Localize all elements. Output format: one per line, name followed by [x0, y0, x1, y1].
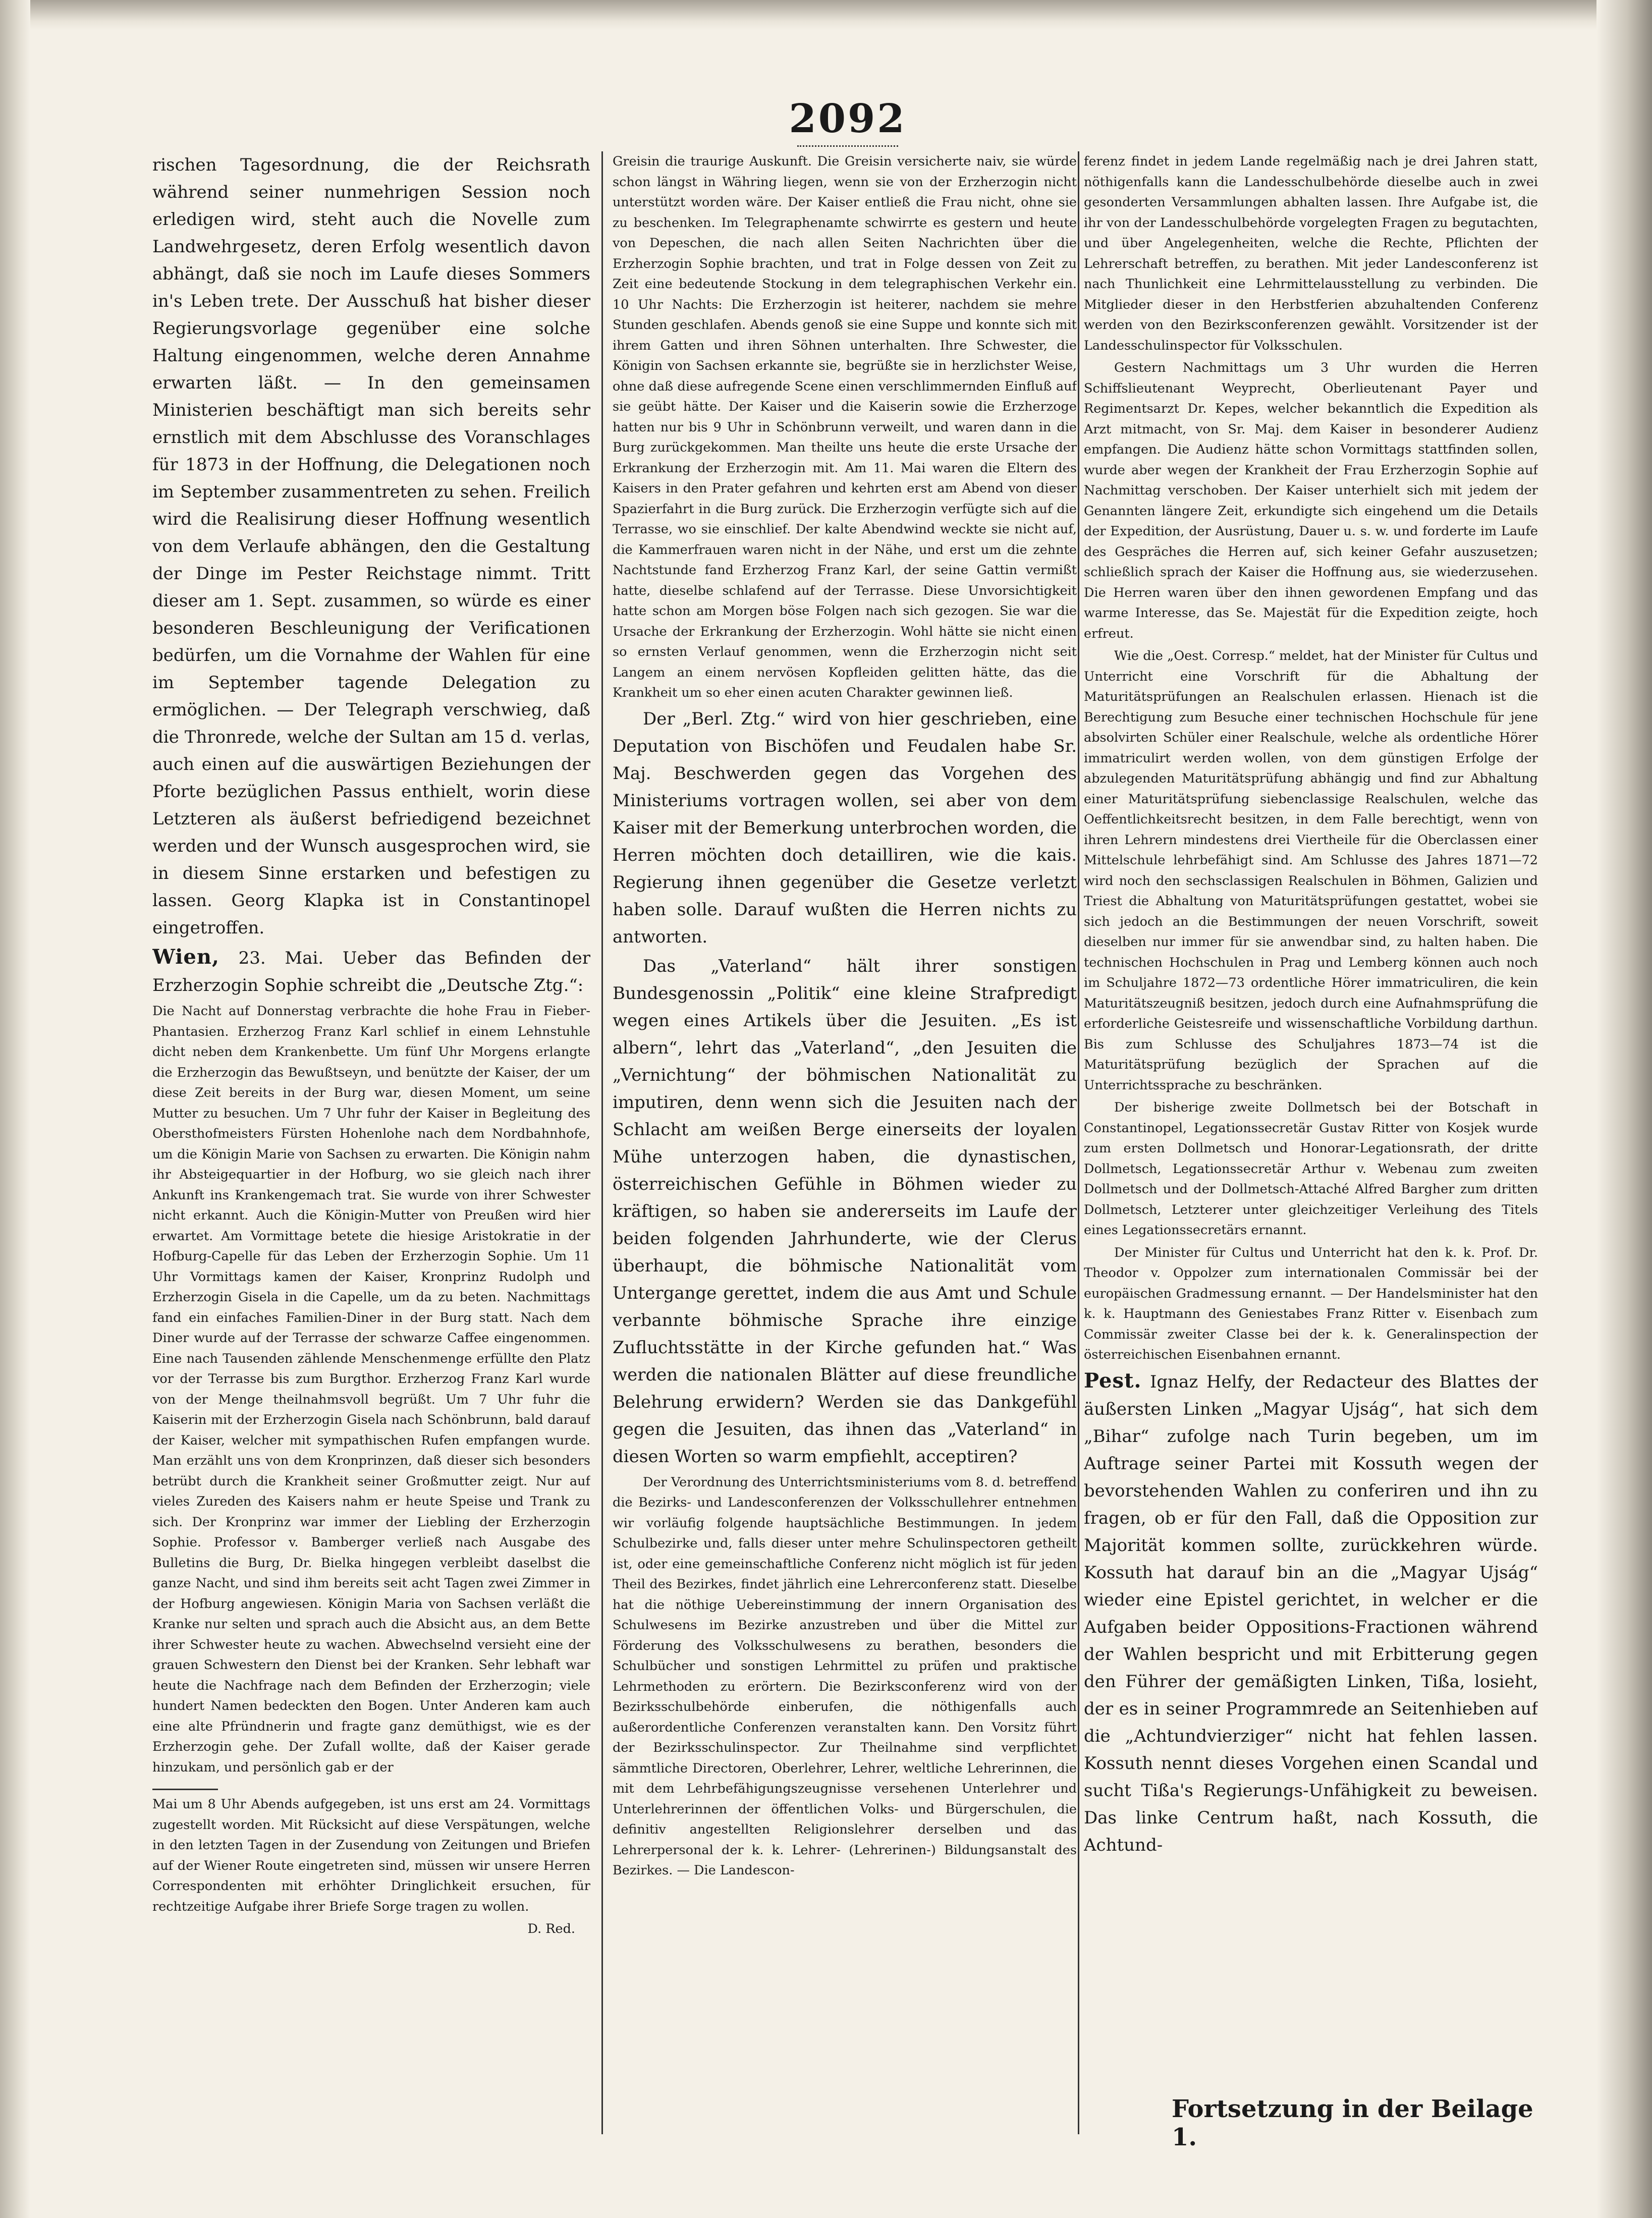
col3-paragraph-5: Der Minister für Cultus und Unterricht hat den k. k. Prof. Dr. Theodor v. Oppolzer zum internationalen Commissär bei der europäischen Gradmessung ernannt. — Der Handelsminister hat den k. k. Hauptmann des Geniestabes Franz Ritter v. Eisenbach zum Commissär zweiter Classe bei der k. k. Generalinspection der österreichischen Eisenbahnen ernannt. [1084, 1245, 1538, 1362]
col3-paragraph-4: Der bisherige zweite Dollmetsch bei der Botschaft in Constantinopel, Legationssecretär Gustav Ritter von Kosjek wurde zum ersten Dollmetsch und Honorar-Legationsrath, der dritte Dollmetsch, Legationssecretär Arthur v. Webenau zum zweiten Dollmetsch und der Dollmetsch-Attaché Alfred Bargher zum dritten Dollmetsch, Letzterer unter gleichzeitiger Verleihung des Titels eines Legationssecretärs ernannt. [1084, 1100, 1538, 1238]
page-number-ornament [797, 142, 898, 147]
col2-paragraph-4: Der Verordnung des Unterrichtsministeriums vom 8. d. betreffend die Bezirks- und Landesconferenzen der Volksschullehrer entnehmen wir vorläufig folgende hauptsächliche Bestimmungen. In jedem Schulbezirke und, falls dieser unter mehre Schulinspectoren getheilt ist, oder eine gemeinschaftliche Conferenz nicht möglich ist für jeden Theil des Bezirkes, findet jährlich eine Lehrerconferenz statt. Dieselbe hat die nöthige Uebereinstimmung der innern Organisation des Schulwesens im Bezirke anzustreben und über die Mittel zur Förderung des Volksschulwesens zu berathen, besonders die Schulbücher und sonstigen Lehrmittel zu prüfen und praktische Lehrmethoden zu erörtern. Die Bezirksconferenz wird von der Bezirksschulbehörde einberufen, die nöthigenfalls auch außerordentliche Conferenzen veranstalten kann. Den Vorsitz führt der Bezirksschulinspector. Zur Theilnahme sind verpflichtet sämmtliche Directoren, Oberlehrer, Lehrer, weltliche Lehrerinnen, die mit dem Lehrbefähigungszeugnisse versehenen Unterlehrer und Unterlehrerinnen der öffentlichen Volks- und Bürgerschulen, die definitiv angestellten Religionslehrer derselben und das Lehrerpersonal der k. k. Lehrer- (Lehrerinen-) Bildungsanstalt des Bezirkes. — Die Landescon- [613, 1474, 1077, 1878]
col1-paragraph-wien [152, 944, 590, 999]
col3-paragraph-pest [1084, 1367, 1538, 1859]
column-2 [613, 151, 1077, 2134]
column-divider-1 [601, 151, 603, 2134]
page-number: 2092 [789, 96, 907, 142]
col1-footnote-signature: D. Red. [527, 1921, 575, 1936]
col2-paragraph-3: Das „Vaterland“ hält ihrer sonstigen Bundesgenossin „Politik“ eine kleine Strafpredigt wegen eines Artikels über die Jesuiten. „Es ist albern“, lehrt das „Vaterland“, „den Jesuiten die „Vernichtung“ der böhmischen Nationalität zu imputiren, denn wenn sich die Jesuiten nach der Schlacht am weißen Berge einerseits der loyalen Mühe unterzogen haben, die dynastischen, österreichischen Gefühle in Böhmen wieder zu kräftigen, so haben sie andererseits im Laufe der beiden folgenden Jahrhunderte, wie der Clerus überhaupt, die böhmische Nationalität vom Untergange gerettet, indem die aus Amt und Schule verbannte böhmische Sprache ihre einzige Zufluchtsstätte in der Kirche gefunden hat.“ Was werden die nationalen Blätter auf diese freundliche Belehrung erwidern? Werden sie das Dankgefühl gegen die Jesuiten, das ihnen das „Vaterland“ in diesen Worten so warm empfiehlt, acceptiren? [613, 956, 1077, 1467]
col3-paragraph-1: ferenz findet in jedem Lande regelmäßig nach je drei Jahren statt, nöthigenfalls kann die Landesschulbehörde dieselbe auch in zwei gesonderten Versammlungen abhalten lassen. Ihre Aufgabe ist, die ihr von der Landesschulbehörde vorgelegten Fragen zu begutachten, und über Angelegenheiten, welche die Rechte, Pflichten der Lehrerschaft betreffen, zu berathen. Mit jeder Landesconferenz ist nach Thunlichkeit eine Lehrmittelausstellung zu verbinden. Die Mitglieder dieser in den Herbstferien abzuhaltenden Conferenz werden von den Bezirksconferenzen gewählt. Vorsitzender ist der Landesschulinspector für Volksschulen. [1084, 154, 1538, 353]
page-edge-top [0, 0, 1652, 30]
col1-paragraph-1: rischen Tagesordnung, die der Reichsrath während seiner nunmehrigen Session noch erledigen wird, steht auch die Novelle zum Landwehrgesetz, deren Erfolg wesentlich davon abhängt, daß sie noch im Laufe dieses Sommers in's Leben trete. Der Ausschuß hat bisher dieser Regierungsvorlage gegenüber eine solche Haltung eingenommen, welche deren Annahme erwarten läßt. — In den gemeinsamen Ministerien beschäftigt man sich bereits sehr ernstlich mit dem Abschlusse des Voranschlages für 1873 in der Hoffnung, die Delegationen noch im September zusammentreten zu sehen. Freilich wird die Realisirung dieser Hoffnung wesentlich von dem Verlaufe abhängen, den die Gestaltung der Dinge im Pester Reichstage nimmt. Tritt dieser am 1. Sept. zusammen, so würde es einer besonderen Beschleunigung der Verificationen bedürfen, um die Vornahme der Wahlen für eine im September tagende Delegation zu ermöglichen. — Der Telegraph verschwieg, daß die Thronrede, welche der Sultan am 15 d. verlas, auch einen auf die auswärtigen Beziehungen der Pforte bezüglichen Passus enthielt, worin diese Letzteren als äußerst befriedigend bezeichnet werden und der Wunsch ausgesprochen wird, sie in diesem Sinne erstarken und befestigen zu lassen. Georg Klapka ist in Constantinopel eingetroffen. [152, 155, 590, 938]
col1-paragraph-report: Die Nacht auf Donnerstag verbrachte die hohe Frau in Fieber-Phantasien. Erzherzog Franz Karl schlief in einem Lehnstuhle dicht neben dem Krankenbette. Um fünf Uhr Morgens erlangte die Erzherzogin das Bewußtseyn, und benützte der Kaiser, der um diese Zeit bereits in der Burg war, diesen Moment, um seine Mutter zu besuchen. Um 7 Uhr fuhr der Kaiser in Begleitung des Obersthofmeisters Fürsten Hohenlohe nach dem Nordbahnhofe, um die Königin Marie von Sachsen zu erwarten. Die Königin nahm ihr Absteigequartier in der Hofburg, wo sie gleich nach ihrer Ankunft ins Krankengemach trat. Sie wurde von ihrer Schwester nicht erkannt. Auch die Königin-Mutter von Preußen wird hier erwartet. Am Vormittage betete die hiesige Aristokratie in der Hofburg-Capelle für das Leben der Erzherzogin Sophie. Um 11 Uhr Vormittags kamen der Kaiser, Kronprinz Rudolph und Erzherzogin Gisela in die Capelle, um da zu beten. Nachmittags fand ein einfaches Familien-Diner in der Burg statt. Nach dem Diner wurde auf der Terrasse der schwarze Caffee eingenommen. Eine nach Tausenden zählende Menschenmenge erfüllte den Platz vor der Terrasse bis zum Burgthor. Erzherzog Franz Karl wurde von der Menge theilnahmsvoll begrüßt. Um 7 Uhr fuhr die Kaiserin mit der Erzherzogin Gisela nach Schönbrunn, bald darauf der Kaiser, welcher mit sympathischen Rufen empfangen wurde. Man erzählt uns von dem Kronprinzen, daß dieser sich besonders betrübt durch die Krankheit seiner Großmutter zeigt. Nur auf vieles Zureden des Kaisers nahm er heute Speise und Trank zu sich. Der Kronprinz war immer der Liebling der Erzherzogin Sophie. Professor v. Bamberger verließ nach Ausgabe des Bulletins die Burg, Dr. Bielka hingegen verbleibt daselbst die ganze Nacht, und sind ihm bereits seit acht Tagen zwei Zimmer in der Hofburg angewiesen. Königin Maria von Sachsen verläßt die Kranke nur selten und sprach auch die Absicht aus, an dem Bette ihrer Schwester heute zu wachen. Abwechselnd versieht eine der grauen Schwestern den Dienst bei der Kranken. Sehr lebhaft war heute die Nachfrage nach dem Befinden der Erzherzogin; viele hundert Namen bedeckten den Bogen. Unter Anderen kam auch eine alte Pfründnerin und fragte ganz demüthigst, wie es der Erzherzogin gehe. Der Zufall wollte, daß der Kaiser gerade hinzukam, und persönlich gab er der [152, 1004, 590, 1775]
footnote-rule [152, 1789, 218, 1790]
col2-paragraph-1: Greisin die traurige Auskunft. Die Greisin versicherte naiv, sie würde schon längst in Währing liegen, wenn sie von der Erzherzogin nicht unterstützt worden wäre. Der Kaiser entließ die Frau nicht, ohne sie zu beschenken. Im Telegraphenamte schwirrte es gestern und heute von Depeschen, die nach allen Seiten Nachrichten über die Erzherzogin Sophie brachten, und trat in Folge dessen von Zeit zu Zeit eine bedeutende Stockung in dem telegraphischen Verkehr ein. 10 Uhr Nachts: Die Erzherzogin ist heiterer, nachdem sie mehre Stunden geschlafen. Abends genoß sie eine Suppe und konnte sich mit ihrem Gatten und ihren Söhnen unterhalten. Ihre Schwester, die Königin von Sachsen erkannte sie, begrüßte sie in herzlichster Weise, ohne daß diese aufregende Scene einen verschlimmernden Einfluß auf sie geübt hätte. Der Kaiser und die Kaiserin sowie die Erzherzoge hatten nur bis 9 Uhr in Schönbrunn verweilt, und waren dann in die Burg zurückgekommen. Man theilte uns heute die erste Ursache der Erkrankung der Erzherzogin mit. Am 11. Mai waren die Eltern des Kaisers in den Prater gefahren und kehrten erst am Abend von dieser Spazierfahrt in die Burg zurück. Die Erzherzogin verfügte sich auf die Terrasse, wo sie einschlief. Der kalte Abendwind weckte sie nicht auf, die Kammerfrauen waren nicht in der Nähe, und erst um die zehnte Nachtstunde fand Erzherzog Franz Karl, der seine Gattin vermißt hatte, dieselbe schlafend auf der Terrasse. Diese Unvorsichtigkeit hatte schon am Morgen böse Folgen nach sich gezogen. Sie war die Ursache der Erkrankung der Erzherzogin. Wohl hätte sie nicht einen so ernsten Verlauf genommen, wenn die Erzherzogin nicht seit Langem an einem nervösen Kopfleiden gelitten hätte, das die Krankheit um so eher einen acuten Charakter gewinnen ließ. [613, 154, 1077, 700]
dateline-pest-text: Ignaz Helfy, der Redacteur des Blattes der äußersten Linken „Magyar Ujság“, hat sich dem „Bihar“ zufolge nach Turin begeben, um im Auftrage seiner Partei mit Kossuth wegen der bevorstehenden Wahlen zu conferiren und ihn zu fragen, ob er für den Fall, daß die Opposition zur Majorität kommen sollte, zurückkehren würde. Kossuth hat darauf bin an die „Magyar Ujság“ wieder eine Epistel gerichtet, in welcher er die Aufgaben beider Oppositions-Fractionen während der Wahlen bespricht und mit Erbitterung gegen den Führer der gemäßigten Linken, Tißa, losieht, der es in seiner Programmrede an Seitenhieben auf die „Achtundvierziger“ nicht hat fehlen lassen. Kossuth nennt dieses Vorgehen einen Scandal und sucht Tißa's Regierungs-Unfähigkeit zu beweisen. Das linke Centrum haßt, nach Kossuth, die Achtund- [1084, 1371, 1538, 1855]
column-1 [152, 151, 590, 2134]
col3-paragraph-3: Wie die „Oest. Corresp.“ meldet, hat der Minister für Cultus und Unterricht eine Vorschrift für die Abhaltung der Maturitätsprüfungen an Realschulen erlassen. Hienach ist die Berechtigung zum Besuche einer technischen Hochschule für jene absolvirten Schüler einer Realschule, welche als ordentliche Hörer immatriculirt werden wollen, von dem günstigen Erfolge der abzulegenden Maturitätsprüfung abhängig und find zur Abhaltung einer Maturitätsprüfung siebenclassige Realschulen, welche das Oeffentlichkeitsrecht besitzen, in dem Falle berechtigt, wenn von ihren Lehrern mindestens drei Viertheile für die Oberclassen einer Mittelschule lehrbefähigt sind. Am Schlusse des Jahres 1871—72 wird noch den sechsclassigen Realschulen in Böhmen, Galizien und Triest die Abhaltung von Maturitätsprüfungen gestattet, wobei sie sich jedoch an die Bestimmungen der neuen Vorschrift, soweit dieselben nur immer für sie anwendbar sind, zu halten haben. Die technischen Hochschulen in Prag und Lemberg können auch noch im Schuljahre 1872—73 ordentliche Hörer immatriculiren, die kein Maturitätszeugniß besitzen, jedoch durch eine Aufnahmsprüfung die erforderliche Geistesreife und wissenschaftliche Vorbildung darthun. Bis zum Schlusse des Schuljahres 1873—74 ist die Maturitätsprüfung bezüglich der Sprachen auf die Unterrichtssprache zu beschränken. [1084, 648, 1538, 1093]
col3-paragraph-2: Gestern Nachmittags um 3 Uhr wurden die Herren Schiffslieutenant Weyprecht, Oberlieutenant Payer und Regimentsarzt Dr. Kepes, welcher bekanntlich die Expedition als Arzt mitmacht, von Sr. Maj. dem Kaiser in besonderer Audienz empfangen. Die Audienz hätte schon Vormittags stattfinden sollen, wurde aber wegen der Krankheit der Frau Erzherzogin Sophie auf Nachmittag verschoben. Der Kaiser unterhielt sich mit jedem der Genannten längere Zeit, erkundigte sich eingehend um die Details der Expedition, der Ausrüstung, Dauer u. s. w. und forderte im Laufe des Gespräches die Herren auf, sich keiner Gefahr auszusetzen; schließlich sprach der Kaiser die Hoffnung aus, sie wiederzusehen. Die Herren waren über den ihnen gewordenen Empfang und das warme Interesse, das Se. Majestät für die Expedition zeigte, hoch erfreut. [1084, 360, 1538, 641]
continuation-note: Fortsetzung in der Beilage 1. [1172, 2095, 1533, 2151]
col2-paragraph-2: Der „Berl. Ztg.“ wird von hier geschrieben, eine Deputation von Bischöfen und Feudalen habe Sr. Maj. Beschwerden gegen das Vorgehen des Ministeriums vortragen wollen, sei aber von dem Kaiser mit der Bemerkung unterbrochen worden, die Herren möchten doch detailliren, wie die kais. Regierung ihnen gegenüber die Gesetze verletzt haben solle. Darauf wußten die Herren nichts zu antworten. [613, 708, 1077, 947]
dateline-wien: Wien, [152, 945, 219, 969]
column-divider-2 [1078, 151, 1079, 2134]
col1-footnote: Mai um 8 Uhr Abends aufgegeben, ist uns erst am 24. Vormittags zugestellt worden. Mit Rücksicht auf diese Verspätungen, welche in den letzten Tagen in der Zusendung von Zeitungen und Briefen auf der Wiener Route eingetreten sind, müssen wir unsere Herren Correspondenten mit erhöhter Dringlichkeit ersuchen, für rechtzeitige Aufgabe ihrer Briefe Sorge tragen zu wollen. [152, 1797, 590, 1914]
column-3 [1084, 151, 1538, 2134]
dateline-wien-text: 23. Mai. Ueber das Befinden der Erzherzogin Sophie schreibt die „Deutsche Ztg.“: [152, 948, 590, 995]
page-edge-left [0, 0, 30, 2218]
page-edge-right [1596, 0, 1652, 2218]
dateline-pest: Pest. [1084, 1368, 1142, 1393]
